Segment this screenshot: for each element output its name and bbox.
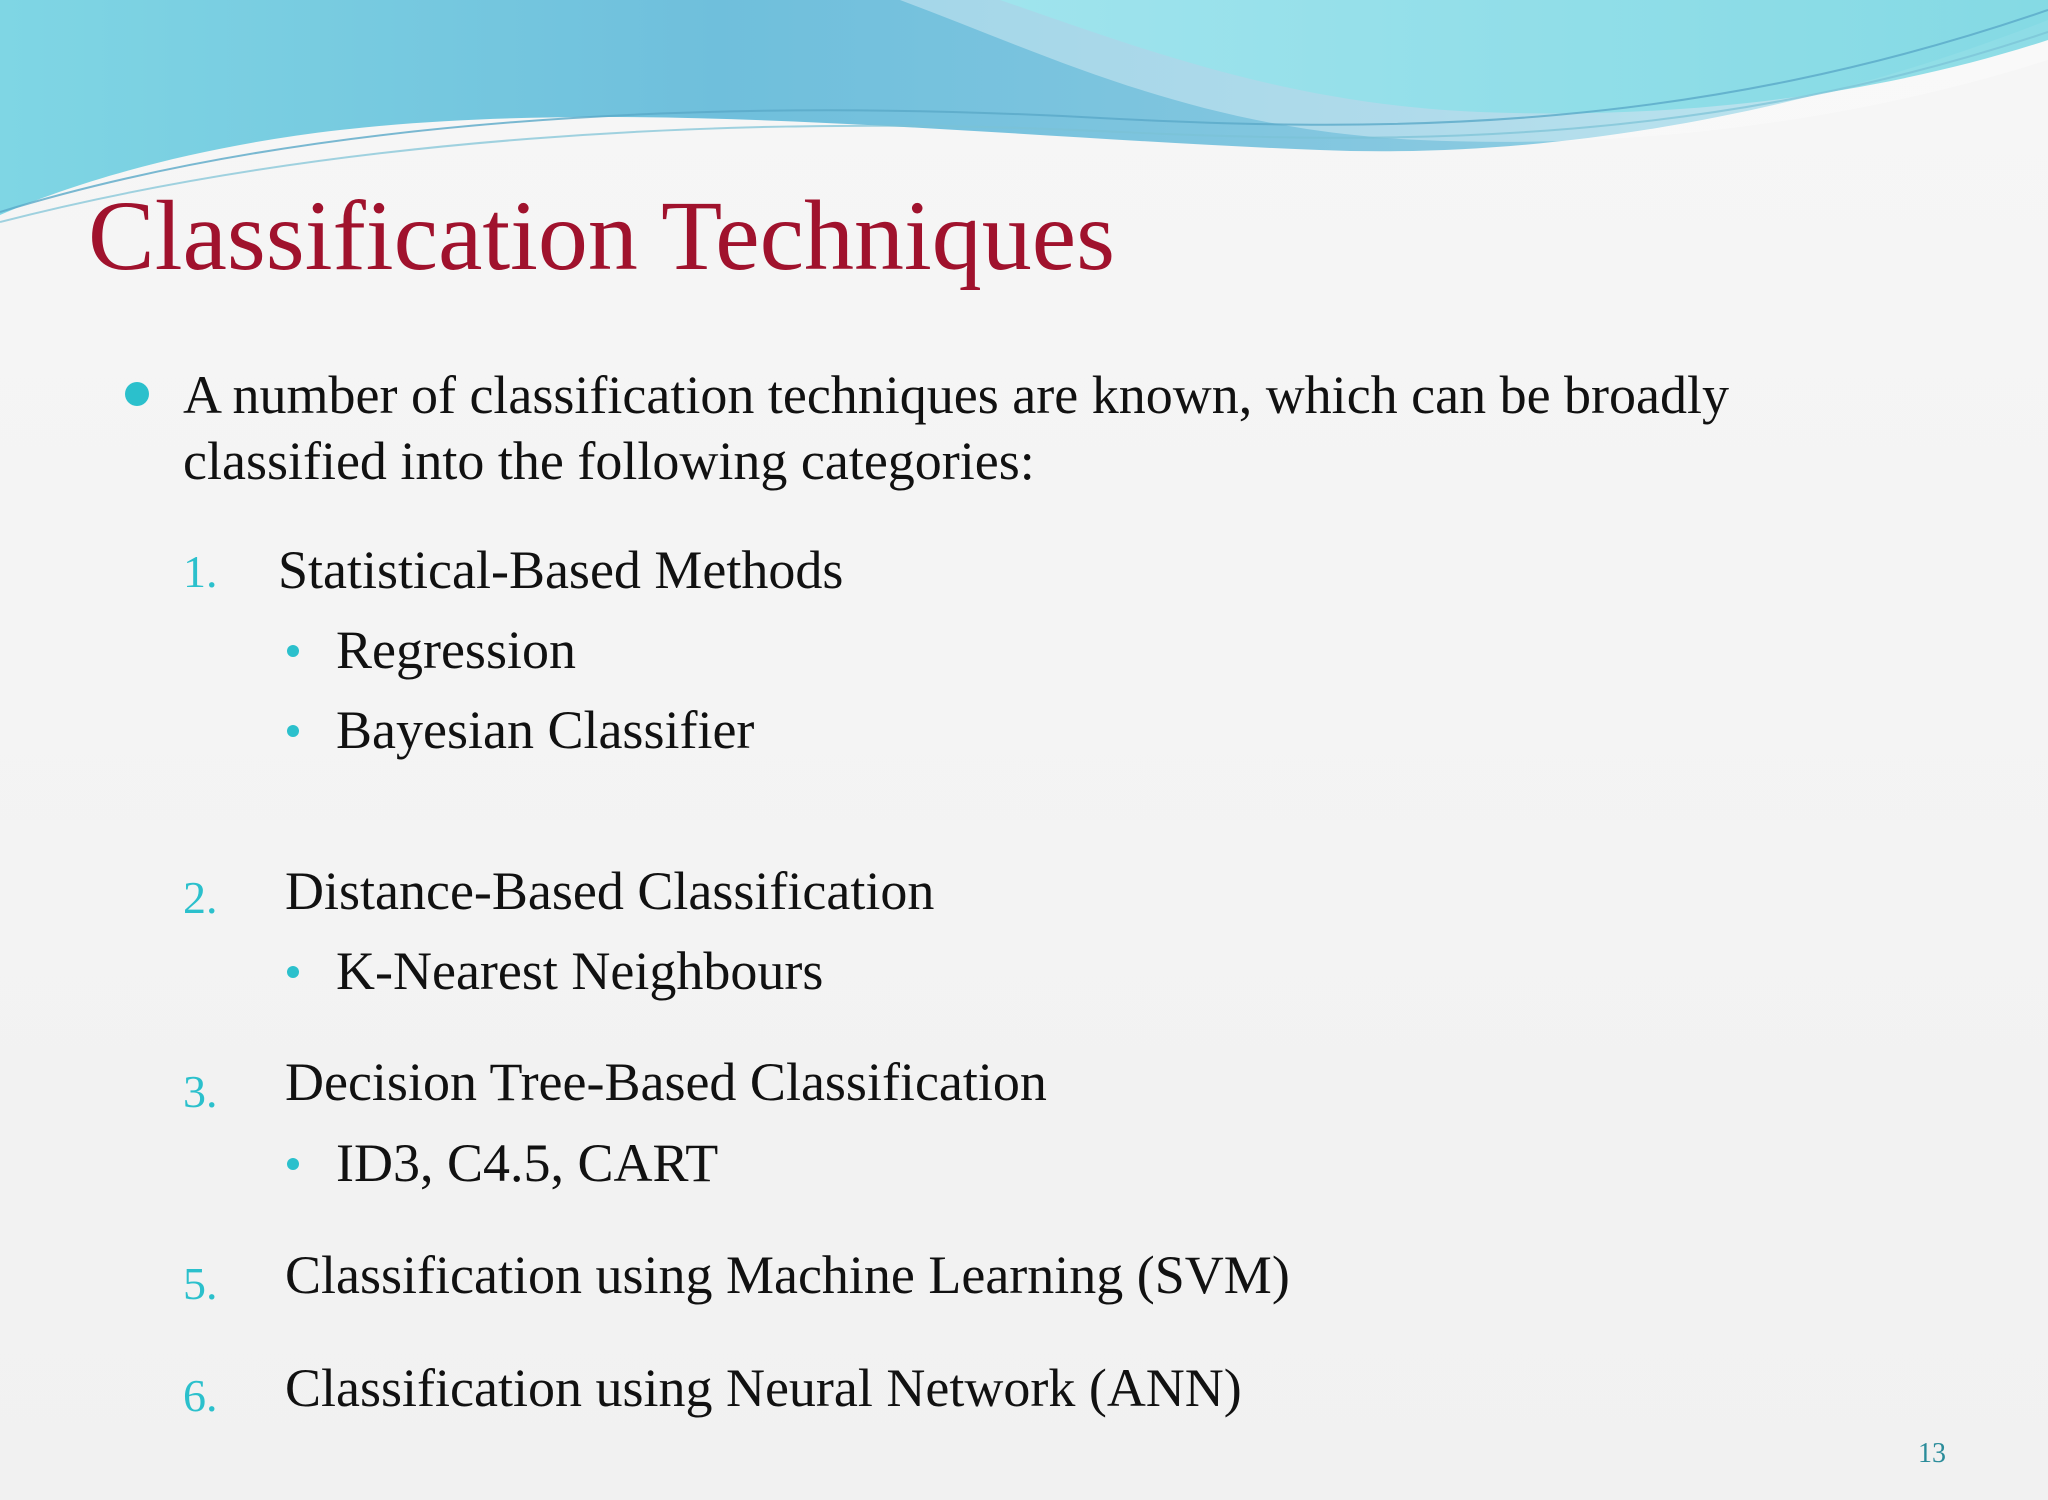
category-number: 1. xyxy=(183,546,218,597)
sub-bullet-icon xyxy=(287,645,299,657)
category-label: Distance-Based Classification xyxy=(285,861,935,921)
category-number: 3. xyxy=(183,1066,218,1117)
sub-item-label: ID3, C4.5, CART xyxy=(336,1133,719,1193)
category-label: Classification using Machine Learning (SVM) xyxy=(285,1245,1290,1305)
sub-bullet-icon xyxy=(287,725,299,737)
sub-bullet-icon xyxy=(287,966,299,978)
category-number: 5. xyxy=(183,1258,218,1309)
category-label: Decision Tree-Based Classification xyxy=(285,1052,1047,1112)
category-label: Statistical-Based Methods xyxy=(278,540,844,600)
sub-item-label: Bayesian Classifier xyxy=(336,700,755,760)
category-label: Classification using Neural Network (ANN) xyxy=(285,1358,1242,1418)
page-number: 13 xyxy=(1918,1438,1946,1469)
category-number: 6. xyxy=(183,1370,218,1421)
bullet-icon xyxy=(125,382,149,406)
category-number: 2. xyxy=(183,872,218,923)
sub-item-label: K-Nearest Neighbours xyxy=(336,941,824,1001)
intro-text: A number of classification techniques are known, which can be broadly classified into the following categories: xyxy=(183,365,1730,491)
slide-title: Classification Techniques xyxy=(88,180,1116,291)
sub-item-label: Regression xyxy=(336,620,576,680)
sub-bullet-icon xyxy=(287,1158,299,1170)
